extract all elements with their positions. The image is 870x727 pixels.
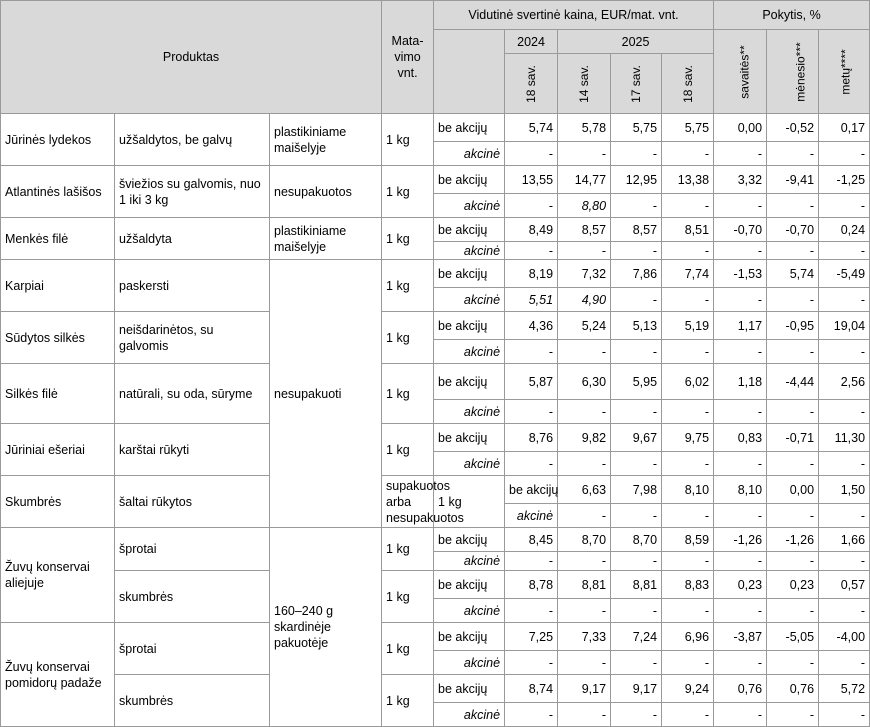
change-cell: 0,00 (767, 476, 819, 504)
price-cell: 8,78 (505, 571, 558, 599)
change-cell: -0,71 (767, 424, 819, 452)
product-unit: 1 kg (382, 675, 434, 727)
product-name: Jūriniai ešeriai (1, 424, 115, 476)
price-cell: - (558, 400, 611, 424)
change-cell: - (714, 288, 767, 312)
product-unit: 1 kg (382, 260, 434, 312)
change-cell: 0,23 (767, 571, 819, 599)
product-desc: užšaldyta (115, 218, 270, 260)
price-cell: - (611, 288, 662, 312)
change-cell: - (819, 651, 870, 675)
price-cell: 8,81 (611, 571, 662, 599)
product-unit: 1 kg (382, 571, 434, 623)
product-unit: 1 kg (382, 424, 434, 476)
price-type: be akcijų (434, 166, 505, 194)
price-type: be akcijų (434, 424, 505, 452)
header-change: Pokytis, % (714, 1, 870, 30)
price-type: be akcijų (434, 571, 505, 599)
change-cell: - (819, 703, 870, 727)
price-type: be akcijų (505, 476, 558, 504)
product-desc: šviežios su galvomis, nuo 1 iki 3 kg (115, 166, 270, 218)
price-cell: 8,70 (558, 528, 611, 552)
product-pack: plastikiniame maišelyje (270, 114, 382, 166)
price-cell: 13,38 (662, 166, 714, 194)
price-cell: - (662, 340, 714, 364)
price-cell: - (662, 288, 714, 312)
price-cell: - (662, 599, 714, 623)
change-cell: 19,04 (819, 312, 870, 340)
change-cell: - (714, 400, 767, 424)
price-cell: - (611, 194, 662, 218)
price-cell: - (505, 651, 558, 675)
price-cell: 4,90 (558, 288, 611, 312)
product-unit: 1 kg (382, 623, 434, 675)
price-cell: 5,78 (558, 114, 611, 142)
price-cell: 5,95 (611, 364, 662, 400)
price-cell: 8,45 (505, 528, 558, 552)
price-cell: 8,19 (505, 260, 558, 288)
change-cell: - (714, 242, 767, 260)
price-cell: - (505, 340, 558, 364)
price-cell: 7,98 (611, 476, 662, 504)
change-cell: -0,70 (767, 218, 819, 242)
price-cell: 4,36 (505, 312, 558, 340)
price-type: akcinė (434, 552, 505, 571)
price-cell: - (662, 242, 714, 260)
price-cell: 9,17 (611, 675, 662, 703)
price-cell: 7,33 (558, 623, 611, 651)
change-cell: - (767, 552, 819, 571)
price-cell: - (558, 142, 611, 166)
change-cell: -5,49 (819, 260, 870, 288)
change-cell: 11,30 (819, 424, 870, 452)
change-cell: - (714, 651, 767, 675)
change-cell: - (819, 340, 870, 364)
price-cell: 9,67 (611, 424, 662, 452)
product-name: Žuvų konservai pomidorų padaže (1, 623, 115, 727)
price-cell: - (505, 552, 558, 571)
price-cell: - (611, 142, 662, 166)
change-cell: -5,05 (767, 623, 819, 651)
change-cell: - (767, 142, 819, 166)
change-cell: - (819, 504, 870, 528)
price-cell: 8,80 (558, 194, 611, 218)
price-type: akcinė (434, 242, 505, 260)
change-cell: 5,72 (819, 675, 870, 703)
product-unit: 1 kg (382, 312, 434, 364)
product-unit: 1 kg (434, 476, 505, 528)
price-cell: 8,74 (505, 675, 558, 703)
product-unit: 1 kg (382, 218, 434, 260)
price-cell: 6,02 (662, 364, 714, 400)
product-name: Skumbrės (1, 476, 115, 528)
price-cell: - (662, 504, 714, 528)
change-cell: - (714, 452, 767, 476)
change-cell: 0,57 (819, 571, 870, 599)
product-name: Jūrinės lydekos (1, 114, 115, 166)
price-type: be akcijų (434, 528, 505, 552)
price-cell: 8,81 (558, 571, 611, 599)
change-cell: - (767, 340, 819, 364)
header-year-2025: 2025 (558, 30, 714, 54)
price-cell: - (662, 552, 714, 571)
price-cell: 8,51 (662, 218, 714, 242)
change-cell: - (767, 400, 819, 424)
price-type: akcinė (434, 288, 505, 312)
price-cell: 8,83 (662, 571, 714, 599)
price-cell: - (611, 452, 662, 476)
product-desc: skumbrės (115, 571, 270, 623)
product-name: Atlantinės lašišos (1, 166, 115, 218)
price-cell: 8,10 (662, 476, 714, 504)
price-type: akcinė (434, 194, 505, 218)
change-cell: 2,56 (819, 364, 870, 400)
change-cell: 0,23 (714, 571, 767, 599)
product-desc: šprotai (115, 528, 270, 571)
price-cell: 5,74 (505, 114, 558, 142)
change-cell: 1,18 (714, 364, 767, 400)
header-week: 18 sav. (662, 54, 714, 114)
product-pack-shared: nesupakuoti (270, 260, 382, 528)
price-type: be akcijų (434, 260, 505, 288)
price-cell: - (611, 703, 662, 727)
price-cell: 5,75 (611, 114, 662, 142)
header-week: 18 sav. (505, 54, 558, 114)
change-cell: -4,00 (819, 623, 870, 651)
price-cell: - (662, 703, 714, 727)
header-unit: Mata-vimo vnt. (382, 1, 434, 114)
price-cell: - (505, 142, 558, 166)
change-cell: 5,74 (767, 260, 819, 288)
price-cell: 5,87 (505, 364, 558, 400)
product-name: Sūdytos silkės (1, 312, 115, 364)
price-cell: 8,57 (611, 218, 662, 242)
price-cell: 7,24 (611, 623, 662, 651)
price-cell: - (611, 599, 662, 623)
price-cell: 9,75 (662, 424, 714, 452)
price-type: akcinė (505, 504, 558, 528)
price-type: be akcijų (434, 218, 505, 242)
change-cell: 0,83 (714, 424, 767, 452)
header-year-2024: 2024 (505, 30, 558, 54)
price-cell: 9,82 (558, 424, 611, 452)
change-cell: - (714, 142, 767, 166)
change-cell: - (714, 194, 767, 218)
header-change-month: mėnesio*** (767, 30, 819, 114)
change-cell: 3,32 (714, 166, 767, 194)
price-cell: - (611, 400, 662, 424)
price-cell: 9,24 (662, 675, 714, 703)
change-cell: - (767, 288, 819, 312)
price-cell: - (714, 504, 767, 528)
price-cell: - (558, 242, 611, 260)
price-cell: - (611, 651, 662, 675)
price-cell: 7,86 (611, 260, 662, 288)
change-cell: 0,76 (767, 675, 819, 703)
product-desc: šprotai (115, 623, 270, 675)
change-cell: - (819, 142, 870, 166)
change-cell: 1,50 (819, 476, 870, 504)
change-cell: - (767, 651, 819, 675)
product-pack-shared: 160–240 g skardinėje pakuotėje (270, 528, 382, 727)
price-cell: 7,32 (558, 260, 611, 288)
header-change-week: savaitės** (714, 30, 767, 114)
product-pack: supakuotos arba nesupakuotos (382, 476, 434, 528)
price-cell: 8,57 (558, 218, 611, 242)
product-name: Menkės filė (1, 218, 115, 260)
change-cell: 1,17 (714, 312, 767, 340)
price-type: akcinė (434, 340, 505, 364)
product-unit: 1 kg (382, 114, 434, 166)
product-desc: karštai rūkyti (115, 424, 270, 476)
change-cell: -1,25 (819, 166, 870, 194)
price-cell: 8,76 (505, 424, 558, 452)
price-cell: - (558, 703, 611, 727)
price-cell: - (558, 651, 611, 675)
change-cell: - (819, 194, 870, 218)
price-cell: - (558, 504, 611, 528)
product-desc: paskersti (115, 260, 270, 312)
change-cell: - (767, 452, 819, 476)
price-cell: 5,24 (558, 312, 611, 340)
product-unit: 1 kg (382, 364, 434, 424)
change-cell: 1,66 (819, 528, 870, 552)
price-type: be akcijų (434, 114, 505, 142)
price-cell: 8,10 (714, 476, 767, 504)
price-cell: - (558, 552, 611, 571)
price-cell: 12,95 (611, 166, 662, 194)
change-cell: - (767, 599, 819, 623)
price-cell: - (662, 400, 714, 424)
price-cell: - (505, 599, 558, 623)
price-cell: - (611, 340, 662, 364)
price-cell: 8,70 (611, 528, 662, 552)
change-cell: -9,41 (767, 166, 819, 194)
price-cell: 14,77 (558, 166, 611, 194)
change-cell: -0,70 (714, 218, 767, 242)
price-cell: - (611, 242, 662, 260)
change-cell: 0,17 (819, 114, 870, 142)
price-cell: 8,59 (662, 528, 714, 552)
price-cell: 8,49 (505, 218, 558, 242)
price-type: be akcijų (434, 623, 505, 651)
price-type: akcinė (434, 599, 505, 623)
product-unit: 1 kg (382, 528, 434, 571)
change-cell: 0,24 (819, 218, 870, 242)
price-type: be akcijų (434, 364, 505, 400)
price-cell: 7,74 (662, 260, 714, 288)
change-cell: - (767, 242, 819, 260)
product-desc: užšaldytos, be galvų (115, 114, 270, 166)
change-cell: - (767, 194, 819, 218)
change-cell: -0,52 (767, 114, 819, 142)
change-cell: - (714, 703, 767, 727)
change-cell: -1,26 (714, 528, 767, 552)
header-change-year: metų**** (819, 30, 870, 114)
price-type: akcinė (434, 452, 505, 476)
change-cell: - (714, 340, 767, 364)
price-cell: - (662, 142, 714, 166)
price-cell: - (662, 452, 714, 476)
change-cell: - (819, 552, 870, 571)
product-unit: 1 kg (382, 166, 434, 218)
price-cell: 5,13 (611, 312, 662, 340)
price-cell: 5,19 (662, 312, 714, 340)
price-cell: - (611, 552, 662, 571)
price-cell: 5,75 (662, 114, 714, 142)
price-cell: 6,96 (662, 623, 714, 651)
header-week: 14 sav. (558, 54, 611, 114)
change-cell: -3,87 (714, 623, 767, 651)
change-cell: - (819, 288, 870, 312)
price-cell: - (558, 340, 611, 364)
change-cell: - (819, 452, 870, 476)
price-cell: - (558, 452, 611, 476)
price-cell: 7,25 (505, 623, 558, 651)
product-desc: skumbrės (115, 675, 270, 727)
change-cell: -1,26 (767, 528, 819, 552)
header-price: Vidutinė svertinė kaina, EUR/mat. vnt. (434, 1, 714, 30)
product-name: Silkės filė (1, 364, 115, 424)
product-pack: plastikiniame maišelyje (270, 218, 382, 260)
product-desc: neišdarinėtos, su galvomis (115, 312, 270, 364)
change-cell: - (767, 703, 819, 727)
change-cell: - (819, 400, 870, 424)
price-cell: - (611, 504, 662, 528)
price-type: akcinė (434, 400, 505, 424)
change-cell: - (819, 242, 870, 260)
price-type: akcinė (434, 142, 505, 166)
product-desc: natūrali, su oda, sūryme (115, 364, 270, 424)
price-cell: 5,51 (505, 288, 558, 312)
change-cell: -1,53 (714, 260, 767, 288)
product-name: Žuvų konservai aliejuje (1, 528, 115, 623)
price-type: be akcijų (434, 675, 505, 703)
change-cell: -0,95 (767, 312, 819, 340)
change-cell: - (767, 504, 819, 528)
price-cell: - (505, 400, 558, 424)
change-cell: -4,44 (767, 364, 819, 400)
header-product: Produktas (1, 1, 382, 114)
price-cell: - (662, 194, 714, 218)
price-cell: - (505, 703, 558, 727)
price-cell: - (505, 452, 558, 476)
price-cell: 13,55 (505, 166, 558, 194)
product-desc: šaltai rūkytos (115, 476, 270, 528)
price-type: akcinė (434, 651, 505, 675)
price-cell: - (505, 194, 558, 218)
header-blank (434, 30, 505, 114)
price-cell: - (662, 651, 714, 675)
price-cell: 9,17 (558, 675, 611, 703)
change-cell: 0,00 (714, 114, 767, 142)
product-name: Karpiai (1, 260, 115, 312)
price-cell: - (505, 242, 558, 260)
change-cell: - (714, 599, 767, 623)
change-cell: - (819, 599, 870, 623)
price-cell: 6,63 (558, 476, 611, 504)
change-cell: - (714, 552, 767, 571)
change-cell: 0,76 (714, 675, 767, 703)
product-pack: nesupakuotos (270, 166, 382, 218)
price-cell: 6,30 (558, 364, 611, 400)
header-week: 17 sav. (611, 54, 662, 114)
price-cell: - (558, 599, 611, 623)
price-type: be akcijų (434, 312, 505, 340)
price-type: akcinė (434, 703, 505, 727)
